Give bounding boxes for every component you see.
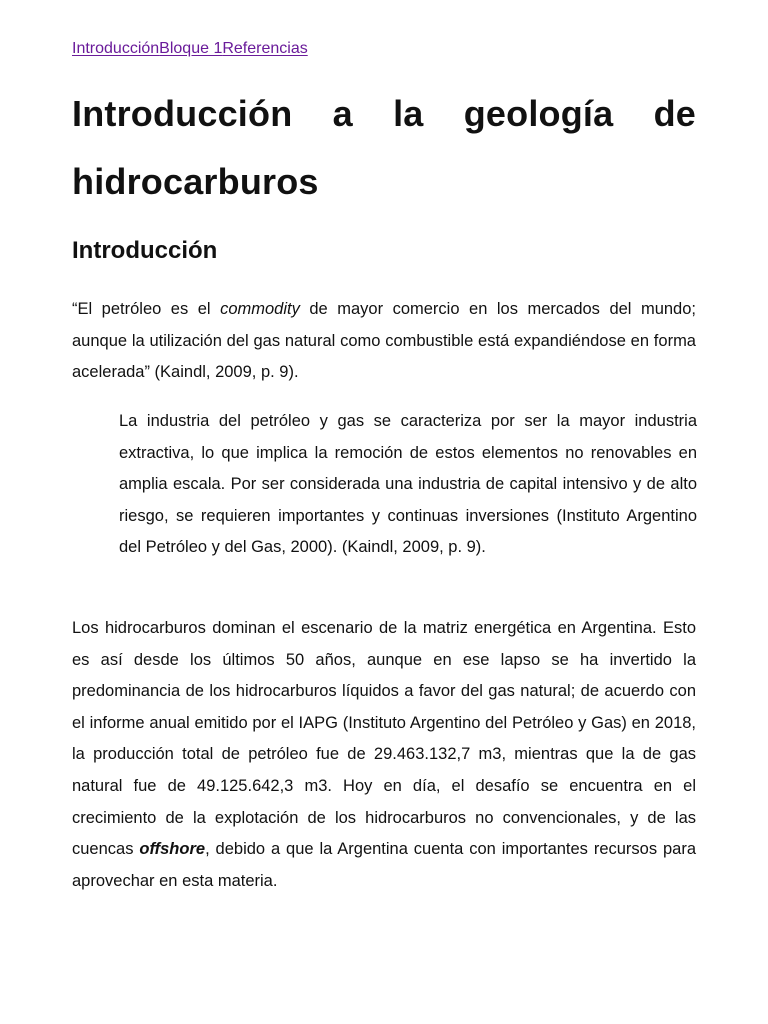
table-of-contents: [72, 38, 308, 60]
paragraph-2-emphasis: offshore: [139, 840, 206, 859]
paragraph-2-text-start: Los hidrocarburos dominan el escenario de la matriz energética en Argentina. Esto es así desde los últimos 50 años, aunque en ese lapso se ha invertido la predominancia de los hidrocarburos líquidos a favor del gas natural; de acuerdo con el informe anual emitido por el IAPG (Instituto Argentino del Petróleo y Gas) en 2018, la producción total de petróleo fue de 29.463.132,7 m3, mientras que la de gas natural fue de 49.125.642,3 m3. Hoy en día, el desafío se encuentra en el crecimiento de la explotación de los hidrocarburos no convencionales, y de las cuencas: [72, 619, 696, 859]
toc-link-bloque-1[interactable]: Bloque 1: [159, 40, 223, 57]
paragraph-quote-intro: [72, 294, 696, 389]
section-heading: Introducción: [72, 237, 218, 264]
toc-link-introduccion[interactable]: Introducción: [72, 40, 160, 57]
paragraph-1-emphasis: commodity: [220, 300, 300, 318]
paragraph-1-text-end: de mayor comercio en los mercados del mundo; aunque la utilización del gas natural como combustible está expandiéndose en forma acelerada” (Kaindl, 2009, p. 9).: [72, 300, 696, 382]
document-title: Introducción a la geología de hidrocarburos: [72, 93, 696, 202]
paragraph-2-text-end: , debido a que la Argentina cuenta con importantes recursos para aprovechar en esta materia.: [72, 840, 697, 890]
block-quote: La industria del petróleo y gas se caracteriza por ser la mayor industria extractiva, lo que implica la remoción de estos elementos no renovables en amplia escala. Por ser considerada una industria de capital intensivo y de alto riesgo, se requieren importantes y continuas inversiones (Instituto Argentino del Petróleo y del Gas, 2000). (Kaindl, 2009, p. 9).: [119, 412, 697, 557]
toc-link-referencias[interactable]: Referencias: [222, 40, 308, 57]
paragraph-1-text-start: “El petróleo es el: [72, 300, 221, 318]
paragraph-hydrocarbons: [72, 613, 696, 897]
